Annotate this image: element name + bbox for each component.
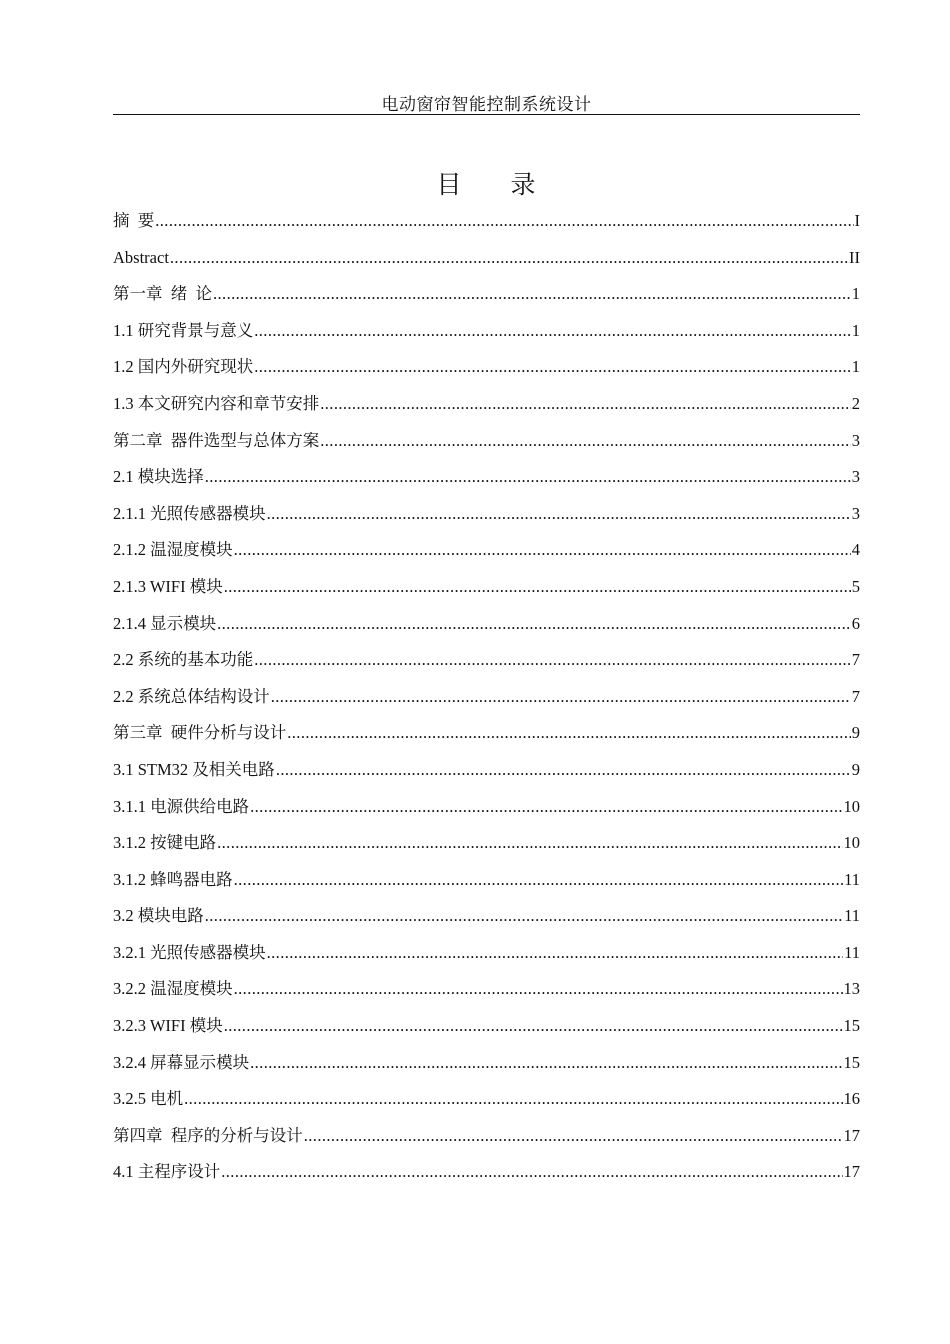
toc-entry[interactable] — [113, 353, 860, 390]
toc-entry[interactable] — [113, 646, 860, 683]
toc-entry[interactable] — [113, 683, 860, 720]
toc-title — [113, 165, 860, 201]
toc-dot-leader — [267, 500, 851, 528]
toc-entry-label: 2.2 系统总体结构设计 — [113, 686, 270, 706]
toc-entry-page: 11 — [844, 869, 860, 889]
toc-entry[interactable] — [113, 536, 860, 573]
toc-dot-leader — [184, 1085, 842, 1113]
toc-entry-page: 4 — [851, 540, 860, 560]
toc-entry-page: 10 — [843, 796, 860, 816]
toc-entry-label: 3.1.2 按键电路 — [113, 833, 217, 853]
toc-entry-label: 3.2.3 WIFI 模块 — [113, 1016, 223, 1036]
toc-dot-leader — [217, 610, 851, 638]
toc-entry-label: 第四章 程序的分析与设计 — [113, 1125, 303, 1145]
toc-entry-page: 10 — [843, 833, 860, 853]
toc-entry-label: 2.1.2 温湿度模块 — [113, 540, 233, 560]
toc-entry[interactable] — [113, 207, 860, 244]
toc-dot-leader — [254, 353, 851, 381]
toc-entry-label: Abstract — [113, 247, 169, 267]
toc-entry-label: 4.1 主程序设计 — [113, 1162, 221, 1182]
toc-entry[interactable] — [113, 866, 860, 903]
toc-entry[interactable] — [113, 317, 860, 354]
toc-entry-page: 13 — [843, 979, 860, 999]
toc-dot-leader — [250, 1049, 842, 1077]
toc-entry[interactable] — [113, 427, 860, 464]
toc-entry-label: 3.2.5 电机 — [113, 1089, 184, 1109]
toc-entry-page: 15 — [843, 1016, 860, 1036]
toc-dot-leader — [217, 829, 842, 857]
toc-entry-label: 3.2.2 温湿度模块 — [113, 979, 233, 999]
toc-entry-page: 3 — [851, 430, 860, 450]
toc-dot-leader — [205, 902, 843, 930]
toc-title-left: 目 — [436, 170, 463, 199]
toc-entry-label: 3.2.1 光照传感器模块 — [113, 942, 266, 962]
toc-entry-page: 2 — [851, 393, 860, 413]
toc-dot-leader — [320, 427, 851, 455]
toc-dot-leader — [224, 573, 851, 601]
toc-entry[interactable] — [113, 573, 860, 610]
toc-entry[interactable] — [113, 1049, 860, 1086]
toc-dot-leader — [221, 1158, 842, 1186]
toc-entry-page: 1 — [851, 320, 860, 340]
toc-dot-leader — [276, 756, 851, 784]
toc-entry-page: 7 — [851, 650, 860, 670]
toc-entry[interactable] — [113, 463, 860, 500]
toc-entry-page: 11 — [844, 942, 860, 962]
toc-dot-leader — [320, 390, 851, 418]
toc-entry-page: 9 — [851, 759, 860, 779]
toc-entry[interactable] — [113, 902, 860, 939]
toc-entry-label: 3.2.4 屏幕显示模块 — [113, 1052, 250, 1072]
toc-dot-leader — [234, 975, 843, 1003]
toc-dot-leader — [170, 244, 848, 272]
toc-entry-page: 17 — [843, 1162, 860, 1182]
toc-dot-leader — [267, 939, 843, 967]
toc-entry[interactable] — [113, 829, 860, 866]
table-of-contents — [113, 207, 860, 1195]
toc-dot-leader — [224, 1012, 843, 1040]
toc-entry[interactable] — [113, 939, 860, 976]
toc-dot-leader — [304, 1122, 843, 1150]
toc-entry-label: 第一章 绪 论 — [113, 284, 212, 304]
toc-entry-page: 5 — [851, 576, 860, 596]
toc-title-right: 录 — [510, 170, 537, 199]
toc-entry[interactable] — [113, 975, 860, 1012]
toc-entry-page: 1 — [851, 284, 860, 304]
toc-entry-label: 1.1 研究背景与意义 — [113, 320, 254, 340]
toc-entry-page: 16 — [843, 1089, 860, 1109]
toc-dot-leader — [271, 683, 851, 711]
toc-entry-label: 3.1.2 蜂鸣器电路 — [113, 869, 233, 889]
toc-entry[interactable] — [113, 244, 860, 281]
toc-entry[interactable] — [113, 280, 860, 317]
toc-dot-leader — [254, 646, 851, 674]
toc-entry-label: 2.1.4 显示模块 — [113, 613, 217, 633]
toc-entry-label: 2.2 系统的基本功能 — [113, 650, 254, 670]
toc-entry[interactable] — [113, 756, 860, 793]
toc-entry[interactable] — [113, 1122, 860, 1159]
toc-entry-page: I — [854, 211, 860, 230]
toc-entry[interactable] — [113, 610, 860, 647]
toc-entry-page: 1 — [851, 357, 860, 377]
toc-entry[interactable] — [113, 390, 860, 427]
toc-entry[interactable] — [113, 793, 860, 830]
toc-entry[interactable] — [113, 500, 860, 537]
toc-entry-label: 第二章 器件选型与总体方案 — [113, 430, 320, 450]
toc-entry-label: 3.1 STM32 及相关电路 — [113, 759, 275, 779]
toc-entry[interactable] — [113, 1012, 860, 1049]
toc-entry-label: 摘 要 — [113, 211, 155, 230]
toc-entry-label: 2.1.3 WIFI 模块 — [113, 576, 223, 596]
toc-dot-leader — [250, 793, 842, 821]
toc-entry-label: 1.2 国内外研究现状 — [113, 357, 254, 377]
toc-dot-leader — [205, 463, 851, 491]
toc-dot-leader — [234, 536, 851, 564]
toc-entry-page: 3 — [851, 467, 860, 487]
toc-entry-label: 第三章 硬件分析与设计 — [113, 723, 287, 743]
toc-entry-label: 2.1.1 光照传感器模块 — [113, 503, 266, 523]
toc-entry-page: 9 — [851, 723, 860, 743]
toc-dot-leader — [254, 317, 851, 345]
toc-entry-label: 1.3 本文研究内容和章节安排 — [113, 393, 320, 413]
toc-dot-leader — [287, 719, 851, 747]
toc-entry-label: 2.1 模块选择 — [113, 467, 204, 487]
toc-entry-page: 11 — [844, 906, 860, 926]
toc-entry-page: 3 — [851, 503, 860, 523]
toc-entry[interactable] — [113, 1085, 860, 1122]
toc-dot-leader — [155, 207, 853, 235]
toc-dot-leader — [234, 866, 843, 894]
toc-entry[interactable] — [113, 719, 860, 756]
running-header: 电动窗帘智能控制系统设计 — [381, 95, 592, 114]
toc-entry-label: 3.2 模块电路 — [113, 906, 204, 926]
toc-entry-label: 3.1.1 电源供给电路 — [113, 796, 250, 816]
toc-entry[interactable] — [113, 1158, 860, 1195]
toc-entry-page: 6 — [851, 613, 860, 633]
toc-entry-page: 7 — [851, 686, 860, 706]
toc-dot-leader — [213, 280, 851, 308]
toc-entry-page: II — [849, 247, 860, 267]
toc-entry-page: 17 — [843, 1125, 860, 1145]
header-rule — [113, 114, 860, 115]
toc-entry-page: 15 — [843, 1052, 860, 1072]
